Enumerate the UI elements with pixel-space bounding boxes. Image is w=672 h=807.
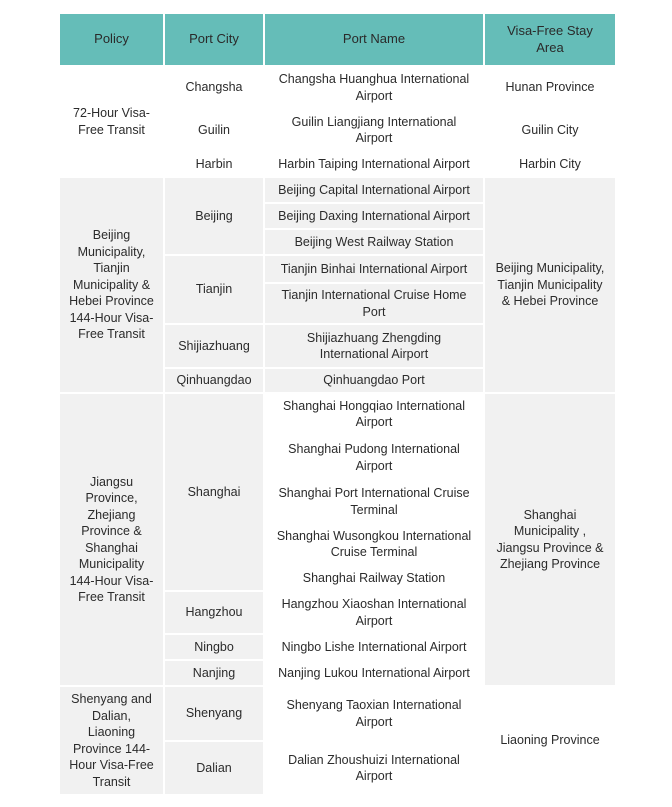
port-name-cell: Changsha Huanghua International Airport (265, 67, 483, 108)
stay-area-cell: Shanghai Municipality , Jiangsu Province & Zhejiang Province (485, 394, 615, 685)
stay-area-cell: Beijing Municipality, Tianjin Municipality & Hebei Province (485, 178, 615, 392)
port-name-cell: Shanghai Wusongkou International Cruise Terminal (265, 524, 483, 564)
port-city-cell: Harbin (165, 152, 263, 176)
port-city-cell: Changsha (165, 67, 263, 108)
port-name-cell: Shanghai Railway Station (265, 566, 483, 590)
port-city-cell: Qinhuangdao (165, 369, 263, 392)
stay-area-cell: Harbin City (485, 152, 615, 176)
port-name-cell: Shijiazhuang Zhengding International Airport (265, 325, 483, 367)
port-name-cell: Shanghai Pudong International Airport (265, 436, 483, 479)
port-name-cell: Qinhuangdao Port (265, 369, 483, 392)
port-city-cell: Nanjing (165, 661, 263, 685)
header-port-name: Port Name (265, 14, 483, 65)
port-name-cell: Shanghai Hongqiao International Airport (265, 394, 483, 434)
policy-cell: Shenyang and Dalian, Liaoning Province 144-Hour Visa-Free Transit (60, 687, 163, 794)
port-name-cell: Shanghai Port International Cruise Terminal (265, 481, 483, 522)
port-city-cell: Shanghai (165, 394, 263, 590)
policy-cell: Beijing Municipality, Tianjin Municipality & Hebei Province 144-Hour Visa-Free Transit (60, 178, 163, 392)
port-city-cell: Shenyang (165, 687, 263, 740)
port-city-cell: Shijiazhuang (165, 325, 263, 367)
stay-area-cell: Hunan Province (485, 67, 615, 108)
policy-cell: Jiangsu Province, Zhejiang Province & Shanghai Municipality 144-Hour Visa-Free Transit (60, 394, 163, 685)
port-name-cell: Beijing West Railway Station (265, 230, 483, 254)
port-name-cell: Hangzhou Xiaoshan International Airport (265, 592, 483, 633)
port-city-cell: Beijing (165, 178, 263, 254)
port-city-cell: Tianjin (165, 256, 263, 323)
port-name-cell: Dalian Zhoushuizi International Airport (265, 742, 483, 794)
header-policy: Policy (60, 14, 163, 65)
port-name-cell: Guilin Liangjiang International Airport (265, 110, 483, 150)
port-name-cell: Harbin Taiping International Airport (265, 152, 483, 176)
policy-cell: 72-Hour Visa-Free Transit (60, 67, 163, 176)
port-city-cell: Guilin (165, 110, 263, 150)
header-visa-free-stay-area: Visa-Free Stay Area (485, 14, 615, 65)
port-name-cell: Nanjing Lukou International Airport (265, 661, 483, 685)
port-city-cell: Ningbo (165, 635, 263, 659)
port-name-cell: Beijing Capital International Airport (265, 178, 483, 202)
port-name-cell: Tianjin Binhai International Airport (265, 256, 483, 282)
stay-area-cell: Liaoning Province (485, 687, 615, 794)
port-name-cell: Beijing Daxing International Airport (265, 204, 483, 228)
port-name-cell: Ningbo Lishe International Airport (265, 635, 483, 659)
stay-area-cell: Guilin City (485, 110, 615, 150)
port-name-cell: Tianjin International Cruise Home Port (265, 284, 483, 323)
port-name-cell: Shenyang Taoxian International Airport (265, 687, 483, 740)
port-city-cell: Dalian (165, 742, 263, 794)
header-port-city: Port City (165, 14, 263, 65)
port-city-cell: Hangzhou (165, 592, 263, 633)
